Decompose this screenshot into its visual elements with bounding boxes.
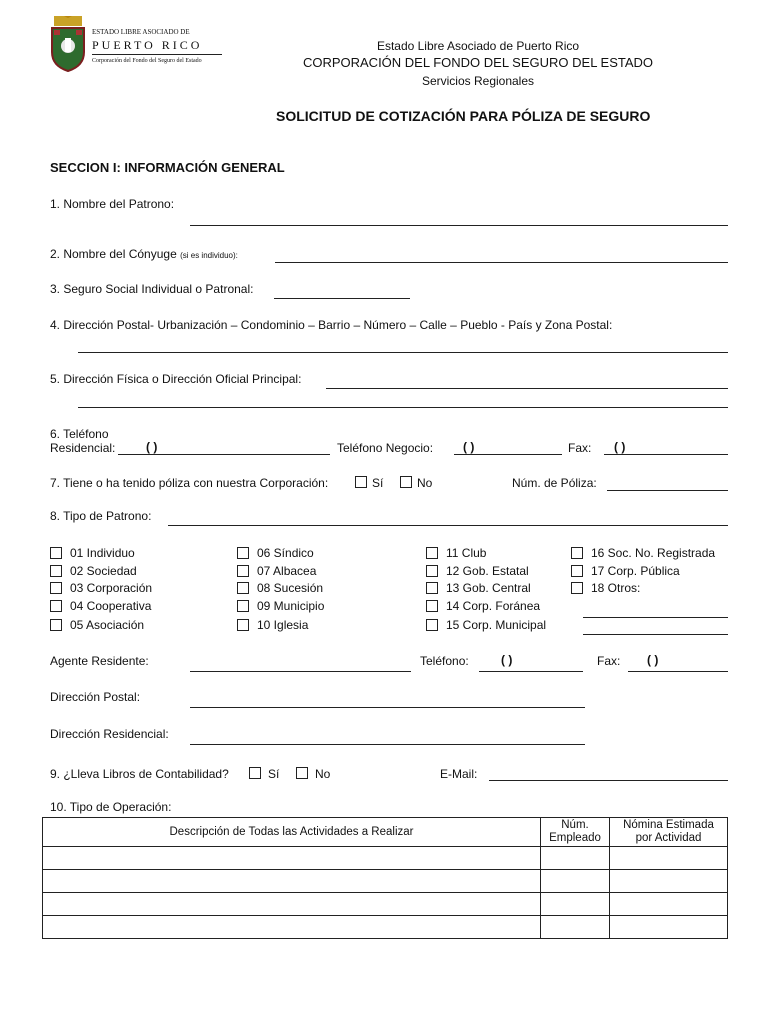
logo-line3: Corporación del Fondo del Seguro del Estado bbox=[92, 58, 202, 64]
paren-negocio: ( ) bbox=[463, 440, 475, 454]
label-telefono-negocio: Teléfono Negocio: bbox=[337, 441, 434, 455]
checkbox-poliza-no[interactable] bbox=[400, 476, 412, 488]
form-title: SOLICITUD DE COTIZACIÓN PARA PÓLIZA DE SEGURO bbox=[276, 108, 651, 124]
checkbox-tipo-15[interactable] bbox=[426, 619, 438, 631]
label-tipo-17: 17 Corp. Pública bbox=[591, 564, 680, 578]
label-fax: Fax: bbox=[568, 441, 592, 455]
checkbox-tipo-11[interactable] bbox=[426, 547, 438, 559]
label-tipo-02: 02 Sociedad bbox=[70, 564, 137, 578]
checkbox-tipo-02[interactable] bbox=[50, 565, 62, 577]
label-tipo-09: 09 Municipio bbox=[257, 599, 325, 613]
label-tipo-11: 11 Club bbox=[446, 546, 487, 560]
field-direccion-fisica-2[interactable] bbox=[78, 407, 728, 408]
table-row bbox=[43, 870, 728, 893]
checkbox-tipo-12[interactable] bbox=[426, 565, 438, 577]
header-line1: Estado Libre Asociado de Puerto Rico bbox=[376, 39, 580, 53]
label-poliza-si: Sí bbox=[372, 476, 384, 490]
cell-num-empleado[interactable] bbox=[541, 916, 610, 939]
note-si-individuo: (si es individuo): bbox=[180, 251, 238, 260]
table-row bbox=[43, 893, 728, 916]
label-tipo-18: 18 Otros: bbox=[591, 581, 641, 595]
field-agente-residente[interactable] bbox=[190, 671, 411, 672]
label-agente-dir-residencial: Dirección Residencial: bbox=[50, 727, 169, 741]
label-tipo-15: 15 Corp. Municipal bbox=[446, 618, 547, 632]
label-nombre-patrono: 1. Nombre del Patrono: bbox=[50, 197, 175, 211]
logo-line2: PUERTO RICO bbox=[92, 38, 203, 52]
label-libros-contabilidad: 9. ¿Lleva Libros de Contabilidad? bbox=[50, 767, 229, 781]
label-agente-fax: Fax: bbox=[597, 654, 621, 668]
seal-logo bbox=[48, 16, 88, 72]
field-direccion-fisica[interactable] bbox=[326, 388, 728, 389]
label-tipo-05: 05 Asociación bbox=[70, 618, 145, 632]
label-tipo-06: 06 Síndico bbox=[257, 546, 314, 560]
label-tipo-07: 07 Albacea bbox=[257, 564, 317, 578]
paren-fax: ( ) bbox=[614, 440, 626, 454]
label-tipo-patrono: 8. Tipo de Patrono: bbox=[50, 509, 152, 523]
label-tiene-poliza: 7. Tiene o ha tenido póliza con nuestra Corporación: bbox=[50, 476, 329, 490]
label-tipo-08: 08 Sucesión bbox=[257, 581, 324, 595]
cell-num-empleado[interactable] bbox=[541, 893, 610, 916]
checkbox-tipo-18[interactable] bbox=[571, 582, 583, 594]
field-agente-telefono[interactable] bbox=[479, 671, 583, 672]
table-row bbox=[43, 916, 728, 939]
checkbox-tipo-16[interactable] bbox=[571, 547, 583, 559]
checkbox-tipo-05[interactable] bbox=[50, 619, 62, 631]
field-num-poliza[interactable] bbox=[607, 490, 728, 491]
label-agente-dir-postal: Dirección Postal: bbox=[50, 690, 141, 704]
checkbox-tipo-04[interactable] bbox=[50, 600, 62, 612]
col-descripcion: Descripción de Todas las Actividades a Realizar bbox=[43, 818, 541, 847]
cell-descripcion[interactable] bbox=[43, 893, 541, 916]
checkbox-tipo-17[interactable] bbox=[571, 565, 583, 577]
logo-divider bbox=[92, 54, 222, 55]
col-num-empleado: Núm. Empleado bbox=[541, 818, 610, 847]
checkbox-tipo-03[interactable] bbox=[50, 582, 62, 594]
cell-descripcion[interactable] bbox=[43, 847, 541, 870]
cell-nomina[interactable] bbox=[610, 916, 728, 939]
paren-residencial: ( ) bbox=[146, 440, 158, 454]
label-tipo-10: 10 Iglesia bbox=[257, 618, 309, 632]
label-tipo-01: 01 Individuo bbox=[70, 546, 135, 560]
field-tipo-patrono[interactable] bbox=[168, 525, 728, 526]
label-tipo-04: 04 Cooperativa bbox=[70, 599, 152, 613]
cell-descripcion[interactable] bbox=[43, 870, 541, 893]
cell-nomina[interactable] bbox=[610, 847, 728, 870]
label-tipo-12: 12 Gob. Estatal bbox=[446, 564, 529, 578]
field-agente-fax[interactable] bbox=[628, 671, 728, 672]
field-telefono-negocio[interactable] bbox=[454, 454, 562, 455]
table-row bbox=[43, 847, 728, 870]
label-telefono: 6. Teléfono bbox=[50, 427, 109, 441]
field-email[interactable] bbox=[489, 780, 728, 781]
label-tipo-14: 14 Corp. Foránea bbox=[446, 599, 541, 613]
label-poliza-no: No bbox=[417, 476, 433, 490]
paren-agente-telefono: ( ) bbox=[501, 653, 513, 667]
label-agente-residente: Agente Residente: bbox=[50, 654, 149, 668]
label-num-poliza: Núm. de Póliza: bbox=[512, 476, 597, 490]
field-fax[interactable] bbox=[604, 454, 728, 455]
label-email: E-Mail: bbox=[440, 767, 478, 781]
label-tipo-03: 03 Corporación bbox=[70, 581, 153, 595]
checkbox-tipo-08[interactable] bbox=[237, 582, 249, 594]
label-direccion-postal: 4. Dirección Postal- Urbanización – Condominio – Barrio – Número – Calle – Pueblo - País y Zona Postal: bbox=[50, 318, 613, 332]
field-agente-dir-postal[interactable] bbox=[190, 707, 585, 708]
cell-num-empleado[interactable] bbox=[541, 870, 610, 893]
checkbox-tipo-14[interactable] bbox=[426, 600, 438, 612]
cell-num-empleado[interactable] bbox=[541, 847, 610, 870]
field-otros-1[interactable] bbox=[583, 617, 728, 618]
header-line2: CORPORACIÓN DEL FONDO DEL SEGURO DEL ESTADO bbox=[302, 55, 654, 70]
operations-table bbox=[42, 817, 728, 939]
label-tipo-13: 13 Gob. Central bbox=[446, 581, 531, 595]
table-header-row bbox=[43, 818, 728, 847]
checkbox-tipo-06[interactable] bbox=[237, 547, 249, 559]
field-nombre-conyuge[interactable] bbox=[275, 262, 728, 263]
label-agente-telefono: Teléfono: bbox=[420, 654, 469, 668]
label-libros-si: Sí bbox=[268, 767, 280, 781]
label-seguro-social: 3. Seguro Social Individual o Patronal: bbox=[50, 282, 254, 296]
checkbox-tipo-07[interactable] bbox=[237, 565, 249, 577]
section-1-heading: SECCION I: INFORMACIÓN GENERAL bbox=[50, 160, 285, 175]
field-nombre-patrono[interactable] bbox=[190, 225, 728, 226]
field-otros-2[interactable] bbox=[583, 634, 728, 635]
field-direccion-postal[interactable] bbox=[78, 352, 728, 353]
header-line3: Servicios Regionales bbox=[421, 74, 535, 88]
checkbox-tipo-13[interactable] bbox=[426, 582, 438, 594]
label-tipo-16: 16 Soc. No. Registrada bbox=[591, 546, 716, 560]
cell-nomina[interactable] bbox=[610, 893, 728, 916]
checkbox-poliza-si[interactable] bbox=[355, 476, 367, 488]
checkbox-libros-no[interactable] bbox=[296, 767, 308, 779]
field-seguro-social[interactable] bbox=[274, 298, 410, 299]
field-agente-dir-residencial[interactable] bbox=[190, 744, 585, 745]
label-libros-no: No bbox=[315, 767, 331, 781]
paren-agente-fax: ( ) bbox=[647, 653, 659, 667]
label-residencial: Residencial: bbox=[50, 441, 116, 455]
cell-nomina[interactable] bbox=[610, 870, 728, 893]
logo-line1: ESTADO LIBRE ASOCIADO DE bbox=[92, 28, 190, 36]
checkbox-libros-si[interactable] bbox=[249, 767, 261, 779]
col-nomina-estimada: Nómina Estimada por Actividad bbox=[610, 818, 728, 847]
label-tipo-operacion: 10. Tipo de Operación: bbox=[50, 800, 172, 814]
field-telefono-residencial[interactable] bbox=[118, 454, 330, 455]
checkbox-tipo-01[interactable] bbox=[50, 547, 62, 559]
checkbox-tipo-10[interactable] bbox=[237, 619, 249, 631]
label-nombre-conyuge: 2. Nombre del Cónyuge (si es individuo): bbox=[50, 247, 238, 261]
checkbox-tipo-09[interactable] bbox=[237, 600, 249, 612]
cell-descripcion[interactable] bbox=[43, 916, 541, 939]
label-direccion-fisica: 5. Dirección Física o Dirección Oficial Principal: bbox=[50, 372, 302, 386]
